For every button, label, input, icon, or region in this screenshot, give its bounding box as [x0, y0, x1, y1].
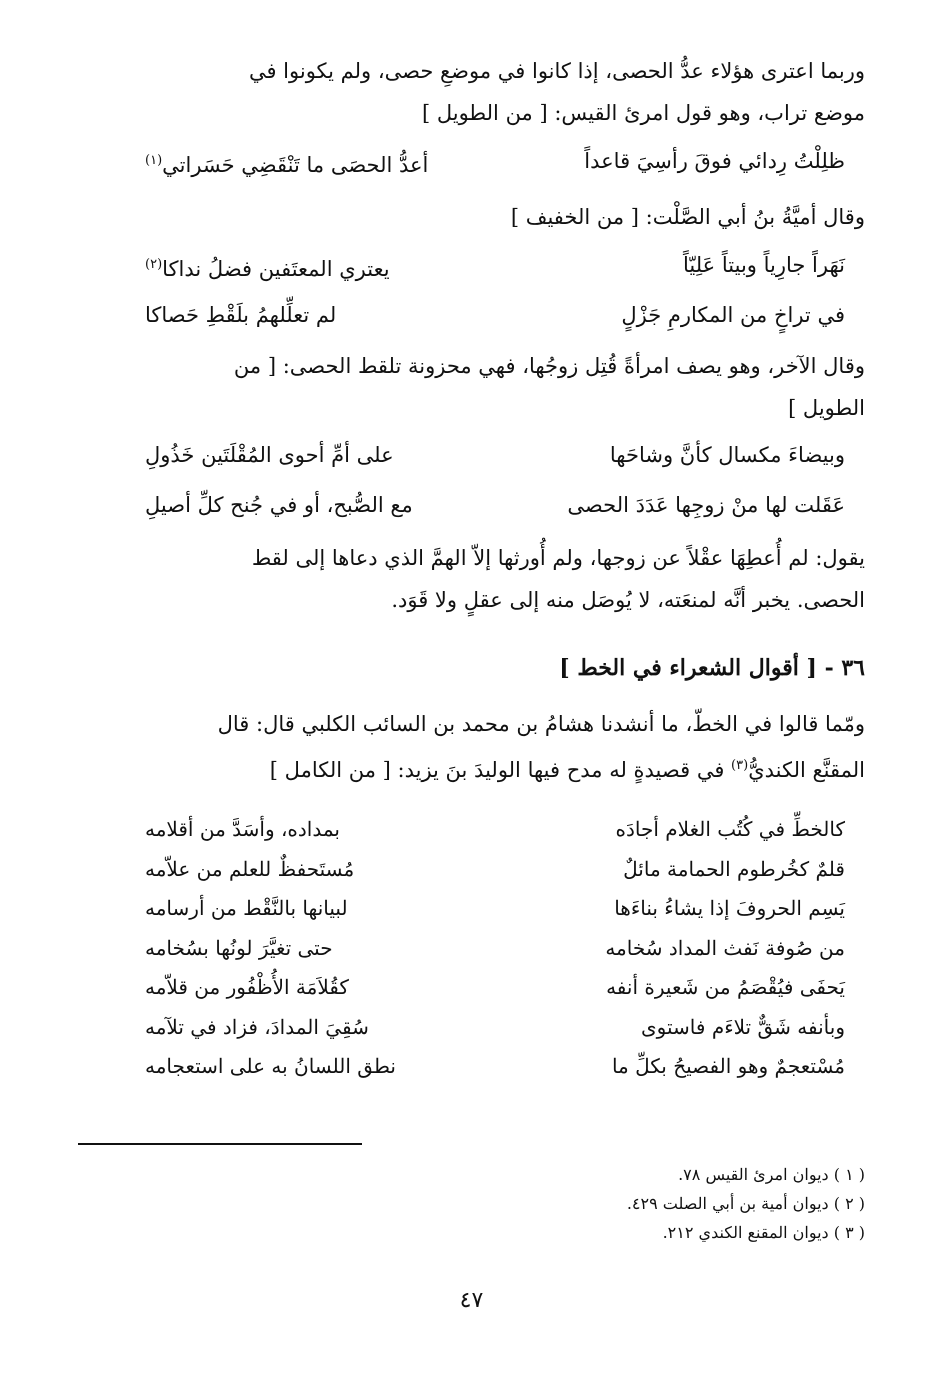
verse-second-hemistich: على أمِّ أحوى المُقْلَتَين خَذُولِ: [145, 443, 394, 467]
verse-first-hemistich: يَسِم الحروفَ إذا يشاءُ بناءَها: [614, 896, 845, 920]
verse-umayya-1: [145, 244, 845, 290]
section-title: [ أقوال الشعراء في الخط ]: [559, 655, 817, 681]
verse-first-hemistich: عَقَلت لها منْ زوجِها عَدَدَ الحصى: [567, 493, 845, 517]
footnote: ( ١ ) ديوان امرئ القيس ٧٨.: [678, 1165, 865, 1184]
verse-imru-al-qais: [145, 140, 845, 186]
verse-second-hemistich: [145, 140, 475, 186]
qasida-verse: [145, 850, 845, 890]
verse-first-hemistich: وبيضاءَ مكسال كأنَّ وشاحَها: [609, 443, 845, 467]
footnote: ( ٣ ) ديوان المقنع الكندي ٢١٢.: [662, 1223, 865, 1242]
text-line: وقال أميَّةُ بنُ أبي الصَّلْت: [ من الخفيف ]: [510, 205, 865, 229]
hemistich-text: يعتري المعتَفين فضلُ نداكا: [162, 257, 390, 281]
verse-second-hemistich: سُقِيَ المدادَ، فزاد في تلآمه: [145, 1014, 369, 1039]
verse-first-hemistich: قلمٌ كخُرطوم الحمامة مائلٌ: [623, 856, 845, 881]
paragraph-umayya-intro: [95, 196, 865, 238]
verse-second-hemistich: لبيانها بالنَّقْط من أرسامه: [145, 896, 348, 920]
verse-second-hemistich: حتى تغيَّرَ لونُها بسُخامه: [145, 935, 333, 960]
page-number: ٤٧: [459, 1288, 484, 1313]
footnote-ref-3: (٣): [731, 758, 749, 773]
hemistich-text: أعدُّ الحصَى ما تَنْقَضِي حَسَراتي: [162, 153, 429, 177]
verse-first-hemistich: كالخطِّ في كُتُب الغلام أجادَه: [615, 817, 845, 841]
verse-first-hemistich: وبأنفه شَقٌّ تلاءَم فاستوى: [641, 1014, 845, 1039]
verse-second-hemistich: بمداده، وأسَدَّ من أقلامه: [145, 817, 340, 841]
qasida-verse: [145, 1008, 845, 1048]
text-line: الحصى. يخبر أنَّه لمنعَته، لا يُوصَل منه إلى عقلٍ ولا قَوَد.: [391, 588, 865, 612]
footnote-divider: [78, 1143, 362, 1145]
qasida-verse: [145, 810, 845, 850]
verse-widow-2: [145, 484, 845, 526]
verse-second-hemistich: كقُلاَمَة الأُظْفُور من قلاّمه: [145, 975, 349, 999]
qasida-verse: [145, 889, 845, 929]
text-fragment: في قصيدةٍ له مدح فيها الوليدَ بنَ يزيد: [ من الكامل ]: [269, 758, 732, 782]
verse-second-hemistich: مُستَحفظٌ للعلم من علاّمه: [145, 856, 355, 881]
qasida-verse: [145, 929, 845, 969]
verse-widow-1: [145, 434, 845, 476]
verse-first-hemistich: مُسْتعجمٌ وهو الفصيحُ بكلِّ ما: [611, 1054, 845, 1078]
text-line: يقول: لم أُعطِهَا عقْلاً عن زوجها، ولم أُورثها إلاّ الهمَّ الذي دعاها إلى لقط: [251, 546, 865, 570]
verse-first-hemistich: في تراخٍ من المكارمِ جَزْلٍ: [621, 303, 845, 327]
paragraph-calligraphy-intro: [95, 703, 865, 791]
section-heading: [95, 648, 865, 688]
verse-first-hemistich: من صُوفة نَفث المداد سُخامه: [605, 935, 845, 960]
paragraph-widow-intro: [95, 345, 865, 429]
verse-second-hemistich: مع الصُّبح، أو في جُنح كلِّ أصيلِ: [145, 493, 413, 517]
verse-umayya-2: [145, 294, 845, 336]
qasida-verse: [145, 968, 845, 1008]
verse-first-hemistich: ظلِلْتُ رِدائي فوقَ رأسِيَ قاعداً: [584, 149, 845, 173]
footnote: ( ٢ ) ديوان أمية بن أبي الصلت ٤٢٩.: [626, 1194, 865, 1213]
qasida-verse: [145, 1047, 845, 1087]
text-line: موضع تراب، وهو قول امرئ القيس: [ من الطويل ]: [421, 101, 865, 125]
verse-first-hemistich: نَهَراً جارِياً وبيتاً عَلِيّاً: [682, 253, 845, 277]
footnote-ref-2: (٢): [145, 257, 163, 272]
footnotes: [95, 1160, 865, 1247]
verse-first-hemistich: يَحفَى فيُقْصَمُ من شَعيرة أنفه: [606, 975, 845, 999]
text-line: وربما اعترى هؤلاء عدُّ الحصى، إذا كانوا في موضعِ حصى، ولم يكونوا في: [248, 59, 865, 83]
footnote-ref-1: (١): [145, 153, 163, 168]
text-line: [95, 745, 865, 791]
section-number: ٣٦ -: [824, 655, 865, 681]
verse-second-hemistich: نطق اللسانُ به على استعجامه: [145, 1054, 396, 1078]
text-line: ومّما قالوا في الخطّ، ما أنشدنا هشامُ بن محمد بن السائب الكلبي قال: قال: [217, 712, 865, 736]
paragraph-stone-counting: [95, 50, 865, 134]
poet-name: المقنَّع الكنديُّ: [748, 758, 865, 782]
text-line: الطويل ]: [788, 396, 865, 420]
verse-second-hemistich: [145, 244, 475, 290]
verse-second-hemistich: لم تعلِّلهمُ بلَقْطِ حَصاكا: [145, 303, 337, 327]
text-line: وقال الآخر، وهو يصف امرأةً قُتِل زوجُها، فهي محزونة تلقط الحصى: [ من: [233, 354, 865, 378]
qasida-verses: [145, 810, 845, 1087]
paragraph-commentary: [95, 537, 865, 621]
